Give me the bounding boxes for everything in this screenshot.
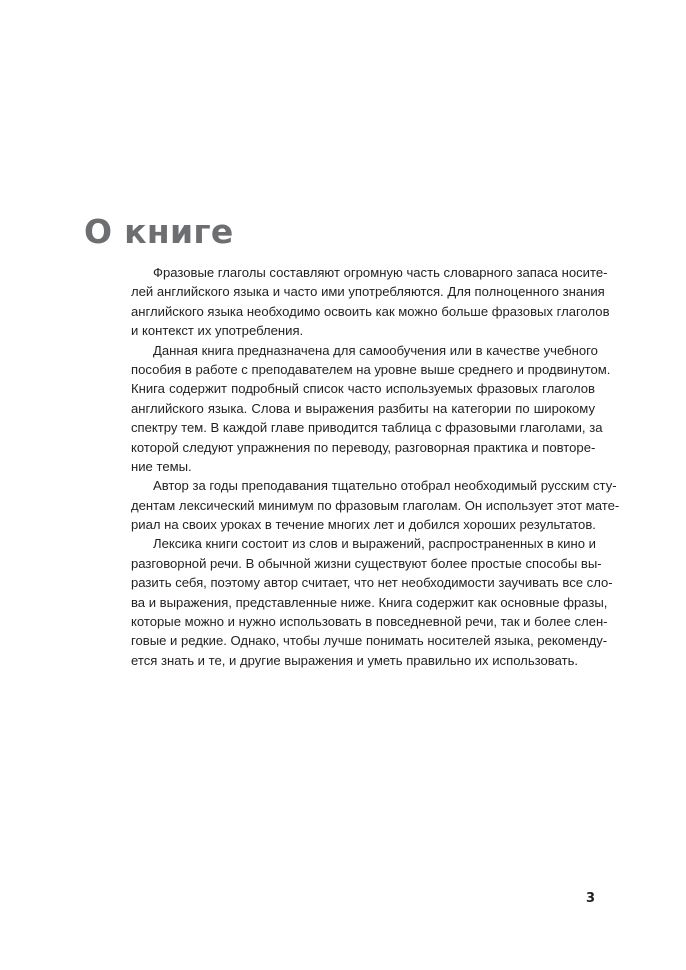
text-line: Лексика книги состоит из слов и выражений, распространенных в кино и — [153, 536, 596, 552]
text-line: Книга содержит подробный список часто используемых фразовых глаголов — [131, 381, 595, 397]
text-line: риал на своих уроках в течение многих лет и добился хороших результатов. — [131, 517, 596, 533]
page-title: О книге — [84, 212, 234, 251]
paragraph-4 — [131, 534, 613, 670]
text-line: лей английского языка и часто ими употребляются. Для полноценного знания — [131, 284, 605, 300]
text-line: и контекст их употребления. — [131, 323, 304, 339]
text-line: английского языка необходимо освоить как можно больше фразовых глаголов — [131, 303, 610, 319]
body-text — [131, 263, 620, 670]
text-line: говые и редкие. Однако, чтобы лучше понимать носителей языка, рекоменду- — [131, 633, 608, 649]
text-line: спектру тем. В каждой главе приводится таблица с фразовыми глаголами, за — [131, 420, 603, 436]
paragraph-2 — [131, 341, 611, 477]
text-line: Автор за годы преподавания тщательно отобрал необходимый русским сту- — [153, 478, 617, 494]
text-line: которые можно и нужно использовать в повседневной речи, так и более слен- — [131, 614, 608, 630]
text-line: Данная книга предназначена для самообучения или в качестве учебного — [153, 342, 598, 358]
text-line: разговорной речи. В обычной жизни существуют более простые способы вы- — [131, 555, 602, 571]
page-number: 3 — [586, 891, 596, 906]
text-line: разить себя, поэтому автор считает, что нет необходимости заучивать все сло- — [131, 575, 613, 591]
paragraph-3 — [131, 476, 620, 534]
text-line: пособия в работе с преподавателем на уровне выше среднего и продвинутом. — [131, 361, 611, 377]
text-line: английского языка. Слова и выражения разбиты на категории по широкому — [131, 400, 595, 416]
text-line: ется знать и те, и другие выражения и уметь правильно их использовать. — [131, 652, 579, 668]
paragraph-1 — [131, 263, 610, 341]
text-line: которой следуют упражнения по переводу, разговорная практика и повторе- — [131, 439, 596, 455]
text-line: дентам лексический минимум по фразовым глаголам. Он использует этот мате- — [131, 497, 620, 513]
text-line: ние темы. — [131, 458, 192, 474]
text-line: ва и выражения, представленные ниже. Книга содержит как основные фразы, — [131, 594, 608, 610]
text-line: Фразовые глаголы составляют огромную часть словарного запаса носите- — [153, 265, 608, 280]
